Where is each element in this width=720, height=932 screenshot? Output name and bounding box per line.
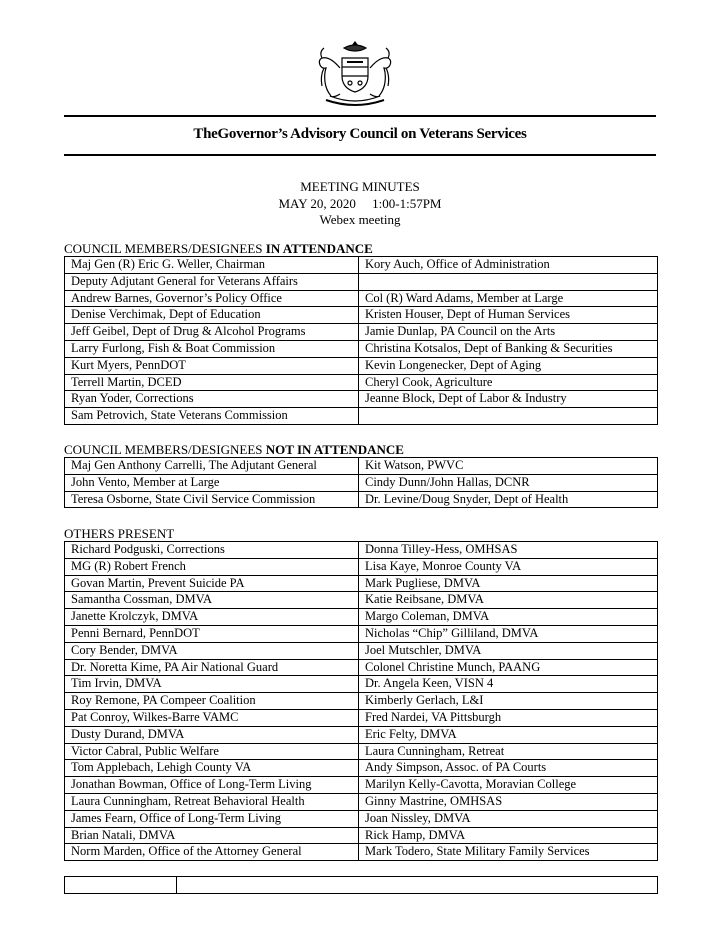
- others-table-cell: Margo Coleman, DMVA: [359, 609, 658, 626]
- absence-table-cell: Teresa Osborne, State Civil Service Commission: [65, 491, 359, 508]
- others-table-row: [65, 659, 658, 676]
- footer-row: [65, 877, 658, 894]
- others-table-cell: Janette Krolczyk, DMVA: [65, 609, 359, 626]
- footer-table: [64, 876, 658, 894]
- others-table-row: [65, 793, 658, 810]
- absence-heading: [64, 442, 404, 457]
- footer-cell-left: [65, 877, 177, 894]
- others-table-cell: Colonel Christine Munch, PAANG: [359, 659, 658, 676]
- others-table-row: [65, 709, 658, 726]
- others-table-cell: Laura Cunningham, Retreat Behavioral Health: [65, 793, 359, 810]
- others-table-row: [65, 642, 658, 659]
- others-table-cell: Jonathan Bowman, Office of Long-Term Living: [65, 777, 359, 794]
- attendance-table-cell: Kevin Longenecker, Dept of Aging: [359, 357, 658, 374]
- attendance-table-cell: Kristen Houser, Dept of Human Services: [359, 307, 658, 324]
- attendance-table-cell: Denise Verchimak, Dept of Education: [65, 307, 359, 324]
- bottom-rule: [64, 154, 656, 156]
- attendance-table-cell: Jeanne Block, Dept of Labor & Industry: [359, 391, 658, 408]
- others-table-cell: Nicholas “Chip” Gilliland, DMVA: [359, 625, 658, 642]
- others-table-row: [65, 777, 658, 794]
- others-table-cell: Govan Martin, Prevent Suicide PA: [65, 575, 359, 592]
- absence-table-cell: Kit Watson, PWVC: [359, 458, 658, 475]
- absence-table-row: [65, 474, 658, 491]
- others-table-cell: Katie Reibsane, DMVA: [359, 592, 658, 609]
- attendance-table-cell: Kurt Myers, PennDOT: [65, 357, 359, 374]
- attendance-table-row: [65, 290, 658, 307]
- absence-table-cell: Maj Gen Anthony Carrelli, The Adjutant General: [65, 458, 359, 475]
- others-table-cell: Rick Hamp, DMVA: [359, 827, 658, 844]
- others-table-row: [65, 844, 658, 861]
- others-table-row: [65, 558, 658, 575]
- others-table-cell: Brian Natali, DMVA: [65, 827, 359, 844]
- others-table-cell: Penni Bernard, PennDOT: [65, 625, 359, 642]
- others-table-cell: Fred Nardei, VA Pittsburgh: [359, 709, 658, 726]
- others-table-cell: Cory Bender, DMVA: [65, 642, 359, 659]
- others-table-row: [65, 625, 658, 642]
- attendance-table-cell: Col (R) Ward Adams, Member at Large: [359, 290, 658, 307]
- others-table-cell: Samantha Cossman, DMVA: [65, 592, 359, 609]
- attendance-table-row: [65, 357, 658, 374]
- others-table-cell: Dusty Durand, DMVA: [65, 726, 359, 743]
- attendance-table-cell: [359, 408, 658, 425]
- attendance-table-row: [65, 374, 658, 391]
- absence-table-row: [65, 491, 658, 508]
- absence-table-cell: Cindy Dunn/John Hallas, DCNR: [359, 474, 658, 491]
- attendance-table-cell: Jeff Geibel, Dept of Drug & Alcohol Programs: [65, 324, 359, 341]
- others-table-row: [65, 827, 658, 844]
- absence-table-cell: John Vento, Member at Large: [65, 474, 359, 491]
- others-table-cell: Victor Cabral, Public Welfare: [65, 743, 359, 760]
- attendance-heading-prefix: COUNCIL MEMBERS/DESIGNEES: [64, 241, 266, 256]
- attendance-table-cell: Terrell Martin, DCED: [65, 374, 359, 391]
- others-table-cell: Pat Conroy, Wilkes-Barre VAMC: [65, 709, 359, 726]
- others-table-cell: Joel Mutschler, DMVA: [359, 642, 658, 659]
- others-table-cell: Lisa Kaye, Monroe County VA: [359, 558, 658, 575]
- attendance-table-row: [65, 273, 658, 290]
- attendance-table-cell: Deputy Adjutant General for Veterans Affairs: [65, 273, 359, 290]
- others-table-row: [65, 609, 658, 626]
- others-table-cell: Donna Tilley-Hess, OMHSAS: [359, 542, 658, 559]
- meeting-location: Webex meeting: [319, 212, 401, 227]
- meeting-date-time: MAY 20, 2020 1:00-1:57PM: [278, 196, 442, 211]
- others-table-row: [65, 676, 658, 693]
- others-table-row: [65, 726, 658, 743]
- others-table: [64, 541, 658, 861]
- others-table-cell: Andy Simpson, Assoc. of PA Courts: [359, 760, 658, 777]
- absence-heading-bold: NOT IN ATTENDANCE: [265, 442, 404, 457]
- others-table-cell: Joan Nissley, DMVA: [359, 810, 658, 827]
- others-table-cell: Mark Todero, State Military Family Services: [359, 844, 658, 861]
- others-table-row: [65, 542, 658, 559]
- others-table-cell: Tom Applebach, Lehigh County VA: [65, 760, 359, 777]
- attendance-table: [64, 256, 658, 425]
- others-table-cell: Eric Felty, DMVA: [359, 726, 658, 743]
- others-table-cell: Ginny Mastrine, OMHSAS: [359, 793, 658, 810]
- absence-table-row: [65, 458, 658, 475]
- attendance-table-cell: Sam Petrovich, State Veterans Commission: [65, 408, 359, 425]
- document-title: TheGovernor’s Advisory Council on Veterans Services: [193, 126, 527, 142]
- others-table-cell: Marilyn Kelly-Cavotta, Moravian College: [359, 777, 658, 794]
- others-table-cell: Laura Cunningham, Retreat: [359, 743, 658, 760]
- others-table-row: [65, 743, 658, 760]
- attendance-table-cell: Maj Gen (R) Eric G. Weller, Chairman: [65, 257, 359, 274]
- attendance-table-row: [65, 391, 658, 408]
- others-table-cell: MG (R) Robert French: [65, 558, 359, 575]
- others-table-cell: Norm Marden, Office of the Attorney General: [65, 844, 359, 861]
- attendance-heading-bold: IN ATTENDANCE: [265, 241, 373, 256]
- absence-table: [64, 457, 658, 508]
- others-table-cell: Dr. Noretta Kime, PA Air National Guard: [65, 659, 359, 676]
- top-rule: [64, 115, 656, 117]
- others-heading: OTHERS PRESENT: [64, 526, 175, 541]
- attendance-heading: [64, 241, 373, 256]
- others-table-row: [65, 693, 658, 710]
- attendance-table-cell: Larry Furlong, Fish & Boat Commission: [65, 340, 359, 357]
- others-table-cell: Mark Pugliese, DMVA: [359, 575, 658, 592]
- others-table-row: [65, 592, 658, 609]
- others-table-row: [65, 760, 658, 777]
- others-table-cell: Roy Remone, PA Compeer Coalition: [65, 693, 359, 710]
- attendance-table-cell: Christina Kotsalos, Dept of Banking & Securities: [359, 340, 658, 357]
- attendance-table-cell: Andrew Barnes, Governor’s Policy Office: [65, 290, 359, 307]
- others-table-cell: Richard Podguski, Corrections: [65, 542, 359, 559]
- footer-cell-right: [177, 877, 658, 894]
- attendance-table-cell: Jamie Dunlap, PA Council on the Arts: [359, 324, 658, 341]
- others-table-cell: James Fearn, Office of Long-Term Living: [65, 810, 359, 827]
- absence-heading-prefix: COUNCIL MEMBERS/DESIGNEES: [64, 442, 266, 457]
- others-table-cell: Tim Irvin, DMVA: [65, 676, 359, 693]
- meeting-heading: MEETING MINUTES: [300, 179, 420, 194]
- pennsylvania-seal-icon: [300, 38, 410, 108]
- others-table-row: [65, 575, 658, 592]
- attendance-table-row: [65, 324, 658, 341]
- attendance-table-cell: Cheryl Cook, Agriculture: [359, 374, 658, 391]
- attendance-table-row: [65, 307, 658, 324]
- others-table-cell: Dr. Angela Keen, VISN 4: [359, 676, 658, 693]
- attendance-table-cell: Kory Auch, Office of Administration: [359, 257, 658, 274]
- attendance-table-row: [65, 408, 658, 425]
- absence-table-cell: Dr. Levine/Doug Snyder, Dept of Health: [359, 491, 658, 508]
- others-table-cell: Kimberly Gerlach, L&I: [359, 693, 658, 710]
- attendance-table-cell: Ryan Yoder, Corrections: [65, 391, 359, 408]
- attendance-table-row: [65, 257, 658, 274]
- attendance-table-row: [65, 340, 658, 357]
- others-table-row: [65, 810, 658, 827]
- attendance-table-cell: [359, 273, 658, 290]
